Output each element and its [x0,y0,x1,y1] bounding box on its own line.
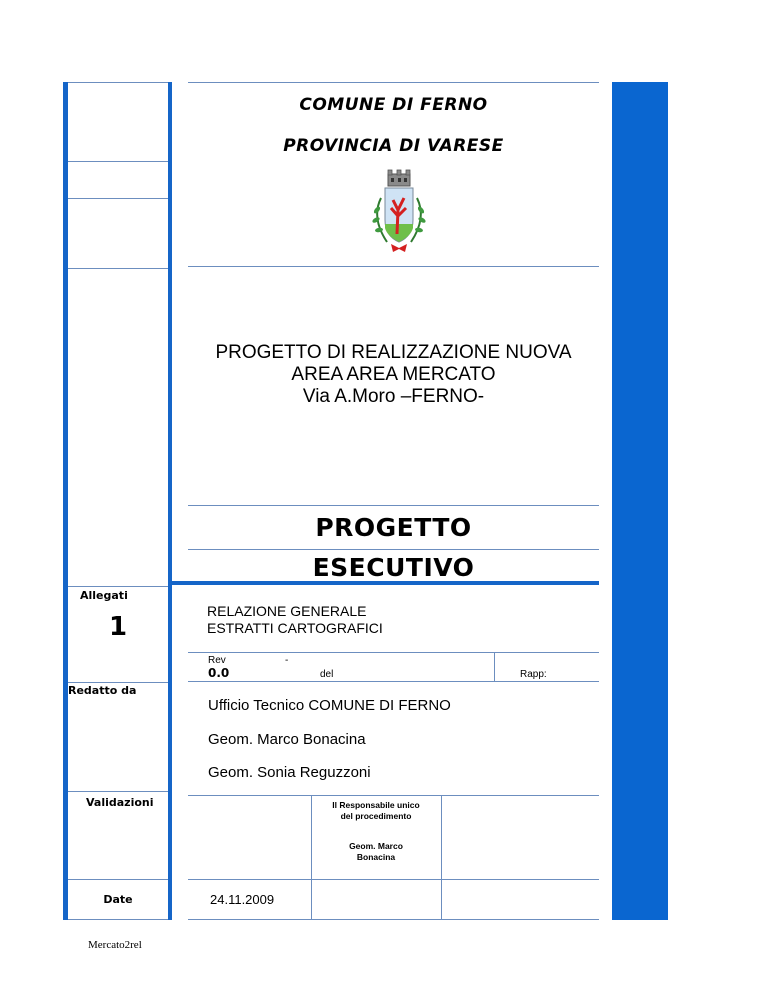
allegati-list [207,603,383,637]
validazioni-label: Validazioni [86,796,154,809]
provincia-title: PROVINCIA DI VARESE [283,136,504,156]
rule [188,82,599,83]
rule [188,795,599,796]
comune-title: COMUNE DI FERNO [299,95,488,115]
date-value: 24.11.2009 [210,892,275,907]
rule [68,682,168,683]
rule [188,879,599,880]
name-line-2: Bonacina [356,852,396,862]
rule [68,268,168,269]
responsabile-name [311,841,441,863]
role-line-1: Il Responsabile unico [332,800,420,810]
column-divider [168,82,172,920]
rule [68,879,168,880]
rule [68,791,168,792]
redatto-label: Redatto da [68,684,137,697]
project-line-3: Via A.Moro –FERNO- [302,386,485,407]
coat-of-arms-icon [361,168,437,256]
right-color-band [612,82,668,920]
name-line-1: Geom. Marco [349,841,403,851]
rule [441,795,442,919]
allegati-label: Allegati [80,589,128,602]
project-line-1: PROGETTO DI REALIZZAZIONE NUOVA [215,342,572,363]
del-label: del [320,669,334,680]
project-line-2: AREA AREA MERCATO [291,364,496,385]
responsabile-role [311,800,441,822]
rule [188,549,599,550]
phase-title-line-2: ESECUTIVO [312,553,475,582]
redatto-person-2: Geom. Sonia Reguzzoni [208,764,371,781]
project-title [188,342,599,408]
rule [68,82,168,83]
allegati-number: 1 [108,612,128,642]
rev-label: Rev [208,655,226,666]
redatto-person-1: Geom. Marco Bonacina [208,731,366,748]
rev-value: 0.0 [208,666,230,680]
rule [68,198,168,199]
left-border [63,82,68,920]
rule [188,681,599,682]
rule [188,652,599,653]
allegati-item: RELAZIONE GENERALE [207,603,367,619]
phase-title-line-1: PROGETTO [315,513,472,542]
rapp-label: Rapp: [520,669,547,680]
rule [188,505,599,506]
rev-dash: - [285,655,289,666]
rule [188,919,599,920]
allegati-item: ESTRATTI CARTOGRAFICI [207,620,383,636]
rule [188,266,599,267]
footer-filename: Mercato2rel [88,939,142,951]
redatto-office: Ufficio Tecnico COMUNE DI FERNO [208,697,451,714]
role-line-2: del procedimento [340,811,412,821]
rule [68,586,168,587]
rule [68,919,168,920]
rule [494,652,495,681]
rule [68,161,168,162]
date-label: Date [103,893,133,906]
